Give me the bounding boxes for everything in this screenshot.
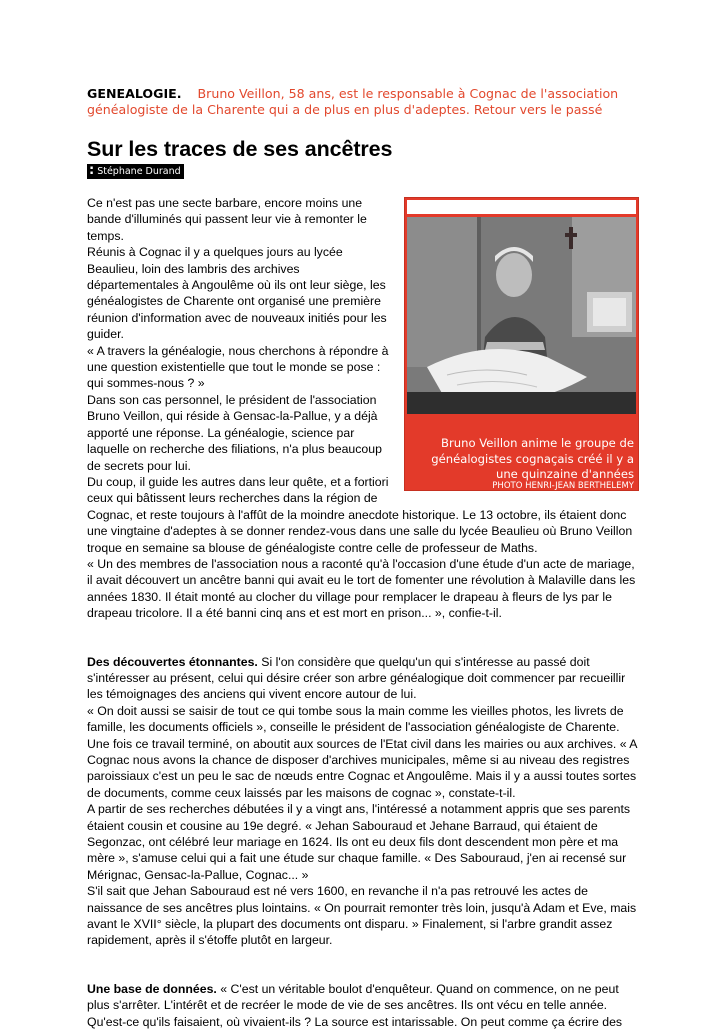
section-base-heading: Une base de données.	[87, 981, 217, 996]
byline-prefix: :	[89, 163, 95, 178]
kicker	[87, 86, 639, 118]
kicker-label: GENEALOGIE.	[87, 86, 182, 101]
kicker-lead: Bruno Veillon, 58 ans, est le responsable à Cognac de l'association généalogiste de la Charente qui a de plus en plus d'adeptes. Retour vers le passé	[87, 86, 619, 117]
intro-paragraph-6: « Un des membres de l'association nous a raconté qu'à l'occasion d'une étude d'un acte de mariage, il avait découvert un ancêtre banni qui avait eu le tort de fomenter une révolution à Malaville dans les années 1830. Il était monté au clocher du village pour remplacer le drapeau à fleurs de lys par le drapeau tricolore. Il a été banni cinq ans et est mort en prison... », confie-t-il.	[87, 556, 636, 621]
section-base-text-1: « C'est un véritable boulot d'enquêteur. Quand on commence, on ne peut plus s'arrêter. L'intérêt et de recréer le mode de vie de ses ancêtres. Ils ont vécu en telle année. Qu'est-ce qu'ils faisaient, où vivaient-ils ? La source est intarissable. On peut comme ça écrire des	[87, 981, 623, 1029]
section-base-para-1	[87, 981, 639, 1030]
section-decouvertes-para-3: A partir de ses recherches débutées il y a vingt ans, l'intéressé a notamment appris que ses parents étaient cousin et cousine au 19e degré. « Jehan Sabouraud et Jehane Barraud, qui étaient de Segonzac, ont célébré leur mariage en 1624. Ils ont eu deux fils dont descendent mon père et ma mère », s'amuse celui qui a fait une étude sur chaque famille. « Des Sabouraud, j'en ai recensé sur Mérignac, Gensac-la-Pallue, Cognac... »	[87, 802, 631, 882]
intro-paragraph-1: Ce n'est pas une secte barbare, encore moins une bande d'illuminés qui passent leur vie à remonter le temps.	[87, 196, 367, 243]
photo-image	[407, 217, 636, 414]
intro-paragraph-5: Du coup, il guide les autres dans leur quête, et a fortiori ceux qui bâtissent leurs recherches dans la région de Cognac, et reste toujours à l'affût de la moindre anecdote historique. Le 13 octobre, ils étaient donc une vingtaine d'adeptes à se donner rendez-vous dans une salle du lycée Beaulieu où Bruno Veillon troque en semaine sa blouse de généalogiste contre celle de professeur de Maths.	[87, 474, 633, 555]
section-decouvertes-heading: Des découvertes étonnantes.	[87, 654, 258, 669]
byline-author: Stéphane Durand	[97, 166, 181, 177]
photo-credit: PHOTO HENRI-JEAN BERTHELEMY	[492, 481, 634, 491]
section-decouvertes-para-4: S'il sait que Jehan Sabouraud est né vers 1600, en revanche il n'a pas retrouvé les actes de naissance de ses ancêtres plus lointains. « On pourrait remonter très loin, jusqu'à Adam et Eve, mais avant le XVII° siècle, la plupart des documents ont disparu. » Finalement, si l'arbre grandit assez rapidement, après il s'étoffe plutôt en largeur.	[87, 884, 637, 948]
article-body	[87, 195, 639, 1030]
photo-illustration	[407, 217, 636, 414]
article-title: Sur les traces de ses ancêtres	[87, 137, 393, 161]
section-decouvertes	[87, 654, 639, 949]
intro-paragraph-2: Réunis à Cognac il y a quelques jours au lycée Beaulieu, loin des lambris des archives départementales à Angoulême où ils ont leur siège, les généalogistes de Charente ont organisé une première réunion d'information avec de nouveaux initiés pour les guider.	[87, 245, 387, 342]
section-base-de-donnees	[87, 981, 639, 1030]
intro-paragraph-4: Dans son cas personnel, le président de l'association Bruno Veillon, qui réside à Gensac-la-Pallue, y a déjà apporté une réponse. La généalogie, science par laquelle on recherche des filiations, n'a plus beaucoup de secrets pour lui.	[87, 392, 382, 473]
photo-caption: Bruno Veillon anime le groupe de généalogistes cognaçais créé il y a une quinzaine d'années	[431, 436, 634, 481]
section-decouvertes-para-1	[87, 654, 639, 703]
photo-top-bar	[407, 200, 636, 214]
section-decouvertes-para-2: « On doit aussi se saisir de tout ce qui tombe sous la main comme les vieilles photos, les livrets de famille, les documents officiels », conseille le président de l'association généalogiste de Charente. Une fois ce travail terminé, on aboutit aux sources de l'Etat civil dans les mairies ou aux archives. « A Cognac nous avons la chance de disposer d'archives municipales, même si au niveau des registres paroissiaux c'est un peu le sac de nœuds entre Cognac et Angoulême. Mais il y a aussi toutes sortes de documents, comme ceux laissés par les maisons de cognac », constate-t-il.	[87, 703, 637, 800]
article	[87, 86, 639, 1030]
byline-box	[87, 164, 184, 179]
intro-paragraph-3: « A travers la généalogie, nous cherchons à répondre à une question existentielle que tout le monde se pose : qui sommes-nous ? »	[87, 343, 389, 391]
photo-box	[404, 197, 639, 491]
section-decouvertes-text-1: Si l'on considère que quelqu'un qui s'intéresse au passé doit s'intéresser au présent, celui qui désire créer son arbre généalogique doit commencer par recueillir les témoignages des anciens qui vivent encore autour de lui.	[87, 654, 626, 702]
byline	[87, 163, 639, 177]
